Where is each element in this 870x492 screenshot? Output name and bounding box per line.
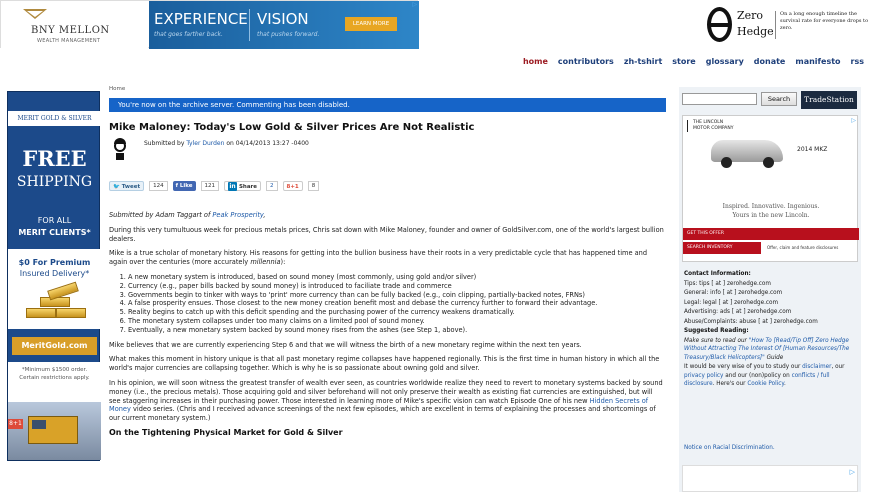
gplus-one-button[interactable]: 8+1 [283, 181, 303, 191]
offer-disclosure[interactable]: Offer, claim and feature disclosures [767, 245, 839, 250]
lincoln-ad[interactable] [682, 115, 858, 262]
adchoices-icon[interactable]: ▷ [849, 468, 855, 476]
linkedin-share-button[interactable]: in Share [224, 181, 261, 191]
learn-more-button[interactable]: LEARN MORE [345, 17, 397, 31]
merit-brand: MERIT GOLD & SILVER [8, 111, 101, 126]
nav-contributors[interactable]: contributors [557, 57, 614, 66]
nav-rss[interactable]: rss [850, 57, 864, 66]
policy-notice: It would be very wise of you to study our disclaimer, our privacy policy and our (non)policy on conflicts / full disclosure. Here's our Cookie Policy. [684, 364, 845, 387]
tweet-button[interactable]: 🐦 Tweet [109, 181, 144, 191]
logo-divider [775, 11, 776, 39]
submitted-by: Submitted by Adam Taggart of Peak Prosperity, [109, 211, 266, 219]
privacy-policy-link[interactable]: privacy policy [684, 372, 724, 379]
top-banner-ad[interactable] [0, 0, 418, 48]
suggested-heading: Suggested Reading: [684, 328, 749, 334]
cookie-policy-link[interactable]: Cookie Policy [747, 381, 784, 387]
linkedin-icon: in [229, 183, 236, 190]
disclaimer-link[interactable]: disclaimer [802, 364, 832, 370]
cycle-list [128, 273, 666, 335]
list-item: 1. A new monetary system is introduced, based on sound money (most commonly, using gold and/or silver) [128, 273, 666, 282]
ad-experience: EXPERIENCE [154, 10, 248, 28]
ad-divider [249, 9, 250, 41]
nav-store[interactable]: store [672, 57, 696, 66]
nav-donate[interactable]: donate [753, 57, 786, 66]
contact-legal: Legal: legal [ at ] zerohedge.com [684, 299, 779, 306]
search-input[interactable] [682, 93, 757, 105]
gplus-button[interactable]: 8+1 [9, 420, 22, 427]
logo-hedge: Hedge [737, 25, 774, 38]
paragraph-4: What makes this moment in history unique is that all past monetary regime collapses have happened regionally. This is the first time in human history in which all the world's major currencies are collapsing together. Which is why he is so passionate about owning gold and silver. [109, 355, 660, 373]
contact-abuse: Abuse/Complaints: abuse [ at ] zerohedge.com [684, 318, 818, 325]
guide-link[interactable]: "How To [Read/Tip Off] Zero Hedge Without Attracting The Interest Of [Human Resources/The Treasury/Black Helicopters]" [684, 337, 850, 361]
car-image [711, 140, 783, 162]
theta-logo-icon [707, 7, 732, 42]
bny-mellon-logo[interactable] [1, 1, 148, 49]
share-count: 2 [266, 181, 278, 191]
list-item: 3. Governments begin to tinker with ways to 'print' more currency than can be fully backed (e.g., coin clipping, partially-backed notes, FRNs) [128, 291, 666, 300]
bottom-ad[interactable] [682, 465, 858, 492]
logo-tagline: On a long enough timeline the survival rate for everyone drops to zero. [780, 11, 869, 31]
social-buttons [109, 180, 666, 192]
gold-bars-image [18, 284, 93, 324]
adchoices-icon[interactable]: ▷ [851, 117, 856, 124]
nav-glossary[interactable]: glossary [705, 57, 744, 66]
list-item: 5. Reality begins to catch up with this deficit spending and the purchasing power of the currency weakens dramatically. [128, 308, 666, 317]
nav-manifesto[interactable]: manifesto [795, 57, 841, 66]
search-inventory-button[interactable]: SEARCH INVENTORY [683, 242, 761, 254]
ad-free: FREE [22, 146, 87, 171]
contact-heading: Contact Information: [684, 271, 751, 277]
bny-name: BNY MELLON [31, 25, 110, 36]
armored-truck-image [8, 402, 101, 460]
bny-subtitle: WEALTH MANAGEMENT [37, 38, 101, 44]
archive-notice: You're now on the archive server. Commenting has been disabled. [109, 98, 666, 112]
search-button[interactable]: Search [761, 92, 797, 106]
ad-experience-sub: that goes farther back. [154, 31, 223, 38]
meritgold-site[interactable]: MeritGold.com [12, 337, 97, 355]
section-heading: On the Tightening Physical Market for Gold & Silver [109, 427, 343, 437]
ad-for-all: FOR ALL MERIT CLIENTS* [18, 216, 91, 237]
racial-notice-link[interactable]: Notice on Racial Discrimination. [684, 445, 775, 451]
get-offer-button[interactable]: GET THIS OFFER [683, 228, 859, 240]
merit-gold-ad[interactable] [7, 91, 100, 461]
article-title[interactable]: Mike Maloney: Today's Low Gold & Silver Prices Are Not Realistic [109, 122, 475, 133]
peak-prosperity-link[interactable]: Peak Prosperity [212, 211, 264, 219]
ad-vision: VISION [257, 10, 309, 28]
paragraph-2: Mike is a true scholar of monetary history. His reasons for getting into the bullion business have their roots in a very predictable cycle that has happened time and again over the centuries (more accurately millennia): [109, 249, 648, 267]
list-item: 2. Currency (e.g., paper bills backed by sound money) is introduced to faciliate trade and commerce [128, 282, 666, 291]
main-content [109, 86, 666, 438]
adchoices-icon[interactable]: ▷ [412, 1, 417, 8]
main-nav [523, 57, 864, 66]
list-item: 7. Eventually, a new monetary system backed by sound money rises from the ashes (see Step 1, above). [128, 326, 666, 335]
list-item: 6. The monetary system collapses under too many claims on a limited pool of sound money. [128, 317, 666, 326]
ad-shipping: SHIPPING [16, 174, 93, 190]
lincoln-tagline: Inspired. Innovative. Ingenious. Yours in the new Lincoln. [722, 203, 820, 219]
like-count: 121 [201, 181, 220, 191]
lincoln-brand: THE LINCOLN MOTOR COMPANY [693, 120, 733, 132]
paragraph-5: In his opinion, we will soon witness the greatest transfer of wealth ever seen, as countries worldwide realize they need to revert to monetary systems backed by sound money (i.e., the precious metals). Those acquiring gold and silver beforehand will not only preserve their wealth as existing fiat currencies are extinguished, but will see staggering increases in their purchasing power. Those interested in learning more of Mike's specific vision can watch Episode One of his new Hidden Secrets of Money video series. (Chris and I received advance screenings of the next few episodes, which are excellent in terms of explaining the processes and shortcomings of our current monetary system.) [109, 378, 663, 423]
logo-zero: Zero [737, 9, 764, 22]
ad-premium-box: $0 For Premium Insured Delivery* [8, 249, 101, 329]
author-link[interactable]: Tyler Durden [186, 140, 225, 147]
right-sidebar [679, 87, 861, 492]
contact-advertising: Advertising: ads [ at ] zerohedge.com [684, 309, 792, 315]
contact-general: General: info [ at ] zerohedge.com [684, 290, 783, 296]
byline: Submitted by Tyler Durden on 04/14/2013 13:27 -0400 [109, 138, 666, 164]
bny-ad-panel[interactable] [149, 1, 419, 49]
nav-home[interactable]: home [522, 57, 548, 66]
conflicts-link[interactable]: conflicts / full disclosure [684, 372, 830, 387]
breadcrumb[interactable]: Home [109, 86, 126, 92]
ad-vision-sub: that pushes forward. [257, 31, 320, 38]
tweet-count: 124 [149, 181, 168, 191]
tradestation-ad[interactable]: TradeStation [801, 91, 857, 109]
gplus-count: 8 [308, 181, 320, 191]
suggested-reading: Make sure to read our "How To [Read/Tip Off] Zero Hedge Without Attracting The Interest Of [Human Resources/The Treasury/Black Helicopters]" Guide [684, 337, 850, 361]
car-model: 2014 MKZ [797, 146, 828, 153]
author-avatar [112, 138, 128, 160]
contact-info [684, 270, 858, 389]
article-body [109, 211, 666, 438]
paragraph-1: During this very tumultuous week for precious metals prices, Chris sat down with Mike Maloney, founder and owner of GoldSilver.com, one of the world's largest bullion dealers. [109, 225, 664, 243]
facebook-like-button[interactable]: f Like [173, 181, 196, 191]
ad-minimum: *Minimum $1500 order. Certain restrictions apply. [8, 362, 101, 402]
contact-tips: Tips: tips [ at ] zerohedge.com [684, 280, 771, 287]
hidden-secrets-link[interactable]: Hidden Secrets of Money [109, 396, 649, 414]
zerohedge-logo[interactable] [673, 3, 870, 47]
paragraph-3: Mike believes that we are currently experiencing Step 6 and that we will witness the birth of a new monetary regime within the next ten years. [109, 340, 582, 349]
list-item: 4. A false prosperity ensues. Those closest to the new money creation benefit most and debase the currency further to forward their advantage. [128, 299, 666, 308]
nav-zh-tshirt[interactable]: zh-tshirt [623, 57, 663, 66]
